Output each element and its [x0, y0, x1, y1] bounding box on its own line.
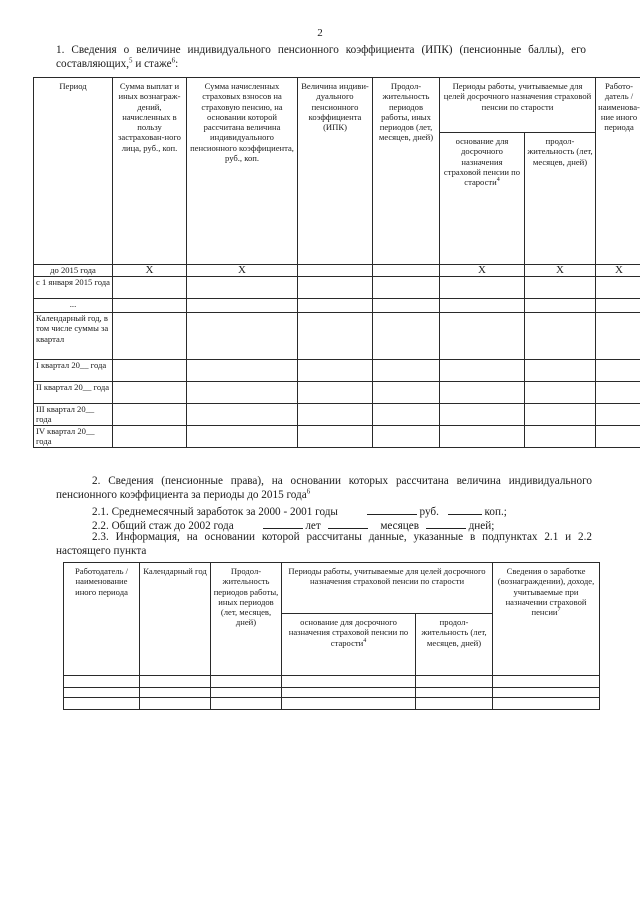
col-duration: Продол-жительность периодов работы, иных периодов (лет, месяцев, дней): [211, 563, 282, 676]
table-row: [64, 676, 600, 688]
col-employer: Работо-датель / наименова-ние иного периода: [596, 78, 640, 265]
col-ipk: Величина индиви-дуального пенсионного коэффициента (ИПК): [298, 78, 373, 265]
col-earnings: Сведения о заработке (вознаграждении), доходе, учитываемые при назначении страховой пенсии$^7$: [493, 563, 600, 676]
table-row: [34, 404, 640, 426]
line-2-2: 2.2. Общий стаж до 2002 года лет месяцев дней;: [92, 520, 495, 532]
col-early-group: Периоды работы, учитываемые для целей досрочного назначения страховой пенсии по старости: [440, 78, 596, 133]
section2-heading: 2. Сведения (пенсионные права), на основании которых рассчитана величина индивидуального пенсионного коэффициента за периоды до 2015 года$^6$: [56, 475, 592, 501]
col-early-basis: основание для досрочного назначения страховой пенсии по старости$^4$: [282, 614, 416, 676]
table-row: [34, 426, 640, 448]
row-label-calendar-year: Календарный год, в том числе суммы за квартал: [34, 313, 113, 360]
x-mark: X: [440, 265, 525, 277]
row-label-q4: IV квартал 20__ года: [34, 426, 113, 448]
cell-ipk-before-2015: [298, 265, 373, 277]
row-label-ellipsis: ...: [34, 299, 113, 313]
table-row: [64, 698, 600, 710]
col-early-basis: основание для досрочного назначения страховой пенсии по старости$^4$: [440, 133, 525, 265]
line-2-3: 2.3. Информация, на основании которой рассчитаны данные, указанные в подпунктах 2.1 и 2.2 настоящего пункта: [56, 531, 592, 557]
row-label-q3: III квартал 20__ года: [34, 404, 113, 426]
x-mark: X: [596, 265, 640, 277]
table-row: [34, 313, 640, 360]
col-employer: Работодатель / наименование иного периода: [64, 563, 140, 676]
row-label-from-2015: с 1 января 2015 года: [34, 277, 113, 299]
table-row: [64, 688, 600, 698]
table-row: [34, 299, 640, 313]
col-early-duration: продол-жительность (лет, месяцев, дней): [525, 133, 596, 265]
col-period: Период: [34, 78, 113, 265]
col-payments: Сумма выплат и иных вознаграж-дений, начисленных в пользу застрахован-ного лица, руб., коп.: [113, 78, 187, 265]
x-mark: X: [113, 265, 187, 277]
section1-heading: 1. Сведения о величине индивидуального пенсионного коэффициента (ИПК) (пенсионные баллы), его составляющих,$^5$ и стаже$^6$:: [56, 44, 586, 70]
x-mark: X: [187, 265, 298, 277]
x-mark: X: [525, 265, 596, 277]
page-number: 2: [317, 27, 323, 39]
row-label-q1: I квартал 20__ года: [34, 360, 113, 382]
table-row: [34, 360, 640, 382]
table-row: [34, 277, 640, 299]
col-duration: Продол-жительность периодов работы, иных периодов (лет, месяцев, дней): [373, 78, 440, 265]
col-early-group: Периоды работы, учитываемые для целей досрочного назначения страховой пенсии по старости: [282, 563, 493, 614]
table-row: [34, 382, 640, 404]
line-2-1: 2.1. Среднемесячный заработок за 2000 - 2001 годы руб. коп.;: [92, 506, 507, 518]
cell-duration-before-2015: [373, 265, 440, 277]
col-contributions: Сумма начисленных страховых взносов на страховую пенсию, на основании которой рассчитана величина индивидуального пенсионного коэффициента, руб., коп.: [187, 78, 298, 265]
row-label-q2: II квартал 20__ года: [34, 382, 113, 404]
pension-rights-table: [63, 562, 600, 710]
table-row: [34, 265, 640, 277]
col-early-duration: продол-жительность (лет, месяцев, дней): [416, 614, 493, 676]
ipk-table: [33, 77, 640, 448]
col-year: Календарный год: [140, 563, 211, 676]
row-label-before-2015: до 2015 года: [34, 265, 113, 277]
